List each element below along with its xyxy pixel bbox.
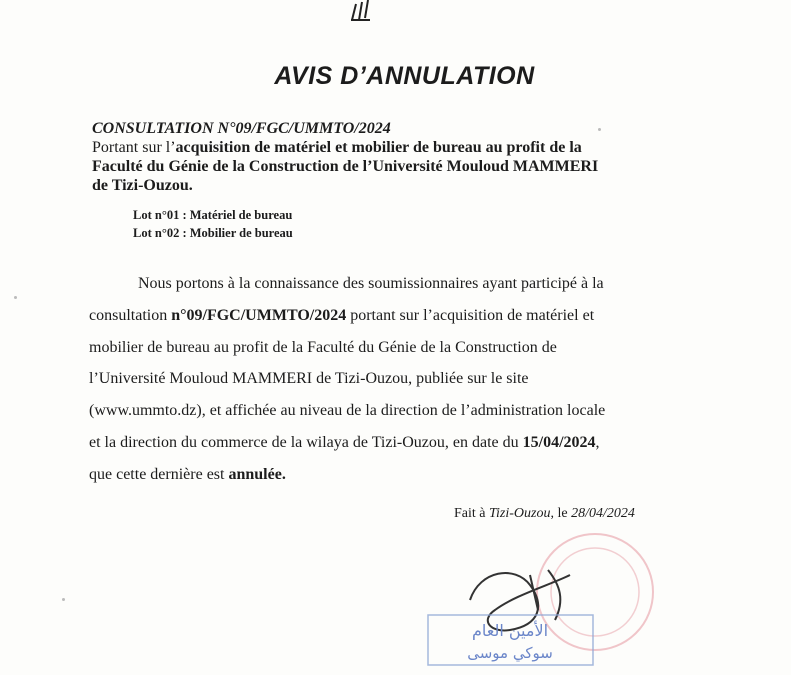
place-date-line: Fait à Tizi-Ouzou, le 28/04/2024 [454,506,635,521]
consultation-number: CONSULTATION N°09/FGC/UMMTO/2024 [92,120,391,137]
body-line: que cette dernière est annulée. [89,465,286,483]
notice-body [89,268,689,491]
scan-speck [598,128,601,131]
consultation-header [92,119,692,195]
document-title: AVIS D’ANNULATION [274,62,535,90]
scan-speck [14,296,17,299]
lot-item: Lot n°01 : Matériel de bureau [133,208,293,222]
lot-item: Lot n°02 : Mobilier de bureau [133,226,293,240]
subject-line-3: de Tizi-Ouzou. [92,177,193,194]
stamp-line-2: سوكي موسى [467,644,553,662]
body-line: Nous portons à la connaissance des soumissionnaires ayant participé à la [138,275,604,292]
body-line: l’Université Mouloud MAMMERI de Tizi-Ouzou, publiée sur le site [89,370,529,388]
scan-speck [62,598,65,601]
top-handwritten-mark [340,0,380,22]
subject-line-1: Portant sur l’acquisition de matériel et mobilier de bureau au profit de la [92,139,582,156]
signature-stamp [420,530,700,675]
body-line: mobilier de bureau au profit de la Faculté du Génie de la Construction de [89,338,557,356]
body-line: (www.ummto.dz), et affichée au niveau de la direction de l’administration locale [89,402,606,420]
stamp-line-1: الأمين العام [471,621,549,640]
body-line: et la direction du commerce de la wilaya de Tizi-Ouzou, en date du 15/04/2024, [89,433,600,451]
subject-line-2: Faculté du Génie de la Construction de l’Université Mouloud MAMMERI [92,158,599,175]
body-line: consultation n°09/FGC/UMMTO/2024 portant sur l’acquisition de matériel et [89,306,595,324]
lots-list [133,206,293,242]
